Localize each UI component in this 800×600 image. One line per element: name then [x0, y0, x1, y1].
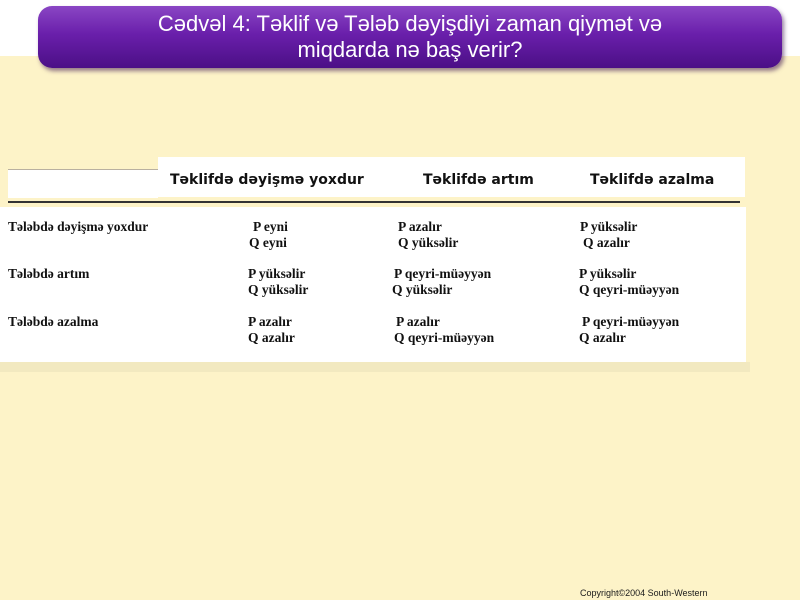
quantity-change: Q qeyri-müəyyən [394, 330, 495, 345]
quantity-change: Q qeyri-müəyyən [579, 282, 680, 297]
price-change: P azalır [396, 314, 440, 329]
slide-title: Cədvəl 4: Təklif və Tələb dəyişdiyi zaman qiymət və miqdarda nə baş verir? [157, 11, 663, 62]
quantity-change: Q azalır [248, 330, 295, 345]
table-cell [398, 219, 458, 251]
title-banner [38, 6, 782, 68]
quantity-change: Q eyni [249, 235, 287, 250]
table-cell [248, 266, 308, 298]
column-header-supply-increase: Təklifdə artım [423, 172, 534, 188]
row-label: Tələbdə azalma [8, 314, 99, 329]
quantity-change: Q azalır [579, 330, 626, 345]
quantity-change: Q yüksəlir [248, 282, 309, 297]
quantity-change: Q yüksəlir [398, 235, 459, 250]
row-label: Tələbdə dəyişmə yoxdur [8, 219, 149, 234]
table-cell [580, 219, 637, 251]
row-label: Tələbdə artım [8, 266, 90, 281]
price-change: P yüksəlir [580, 219, 638, 234]
price-change: P eyni [253, 219, 288, 234]
table-header-row [158, 157, 745, 197]
table-cell [579, 314, 679, 346]
supply-demand-table [0, 155, 750, 370]
quantity-change: Q azalır [583, 235, 630, 250]
price-change: P qeyri-müəyyən [394, 266, 492, 281]
quantity-change: Q yüksəlir [392, 282, 453, 297]
column-header-supply-decrease: Təklifdə azalma [590, 172, 715, 188]
table-bottom-shadow [0, 362, 750, 372]
price-change: P azalır [248, 314, 292, 329]
price-change: P yüksəlir [579, 266, 637, 281]
price-change: P azalır [398, 219, 442, 234]
price-change: P qeyri-müəyyən [582, 314, 680, 329]
header-divider [8, 201, 740, 203]
table-body [0, 207, 746, 362]
table-cell [249, 219, 288, 251]
header-left-strip [8, 169, 158, 198]
table-cell [248, 314, 295, 346]
column-header-no-supply-change: Təklifdə dəyişmə yoxdur [170, 172, 364, 188]
price-change: P yüksəlir [248, 266, 306, 281]
table-cell [579, 266, 679, 298]
table-cell [392, 266, 491, 298]
copyright-notice: Copyright©2004 South-Western [580, 588, 708, 598]
table-cell [394, 314, 494, 346]
